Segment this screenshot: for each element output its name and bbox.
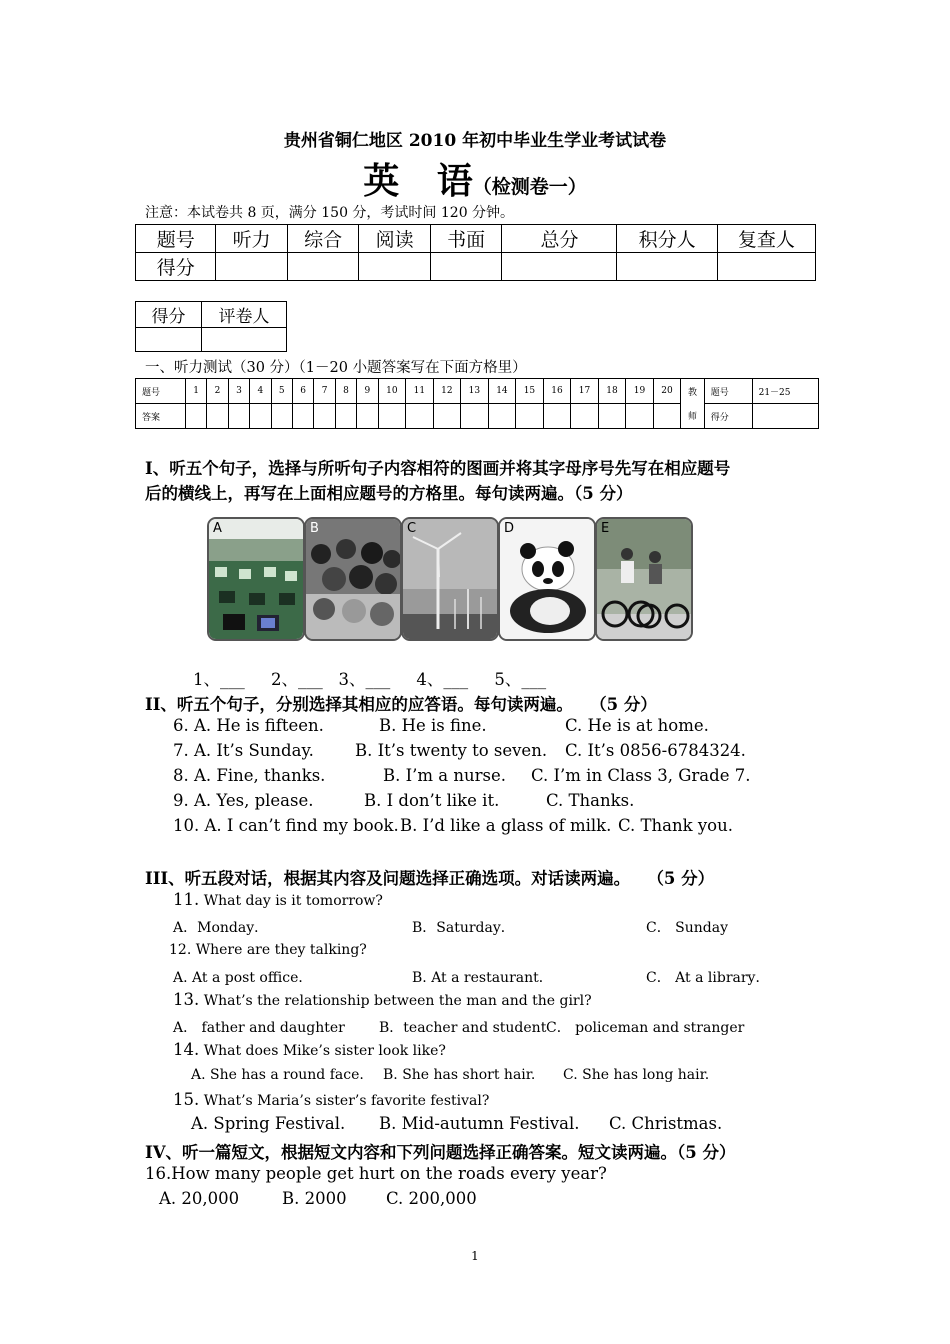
score-cell[interactable] bbox=[216, 253, 288, 281]
grid-number-cell: 14 bbox=[488, 379, 516, 404]
score-cell[interactable] bbox=[287, 253, 359, 281]
q15-number: 15. bbox=[173, 1090, 200, 1109]
grid-answer-cell[interactable] bbox=[357, 404, 378, 429]
question-11 bbox=[173, 890, 383, 909]
q16-option-a[interactable]: A. 20,000 bbox=[159, 1189, 240, 1208]
score-header-cell: 书面 bbox=[430, 225, 502, 253]
score-cell[interactable] bbox=[359, 253, 431, 281]
score-header-cell: 题号 bbox=[136, 225, 216, 253]
grid-answer-cell[interactable] bbox=[626, 404, 654, 429]
q16-option-c[interactable]: C. 200,000 bbox=[386, 1189, 477, 1208]
score-header-cell: 总分 bbox=[502, 225, 617, 253]
q9-option-b[interactable]: B. I don’t like it. bbox=[364, 791, 500, 810]
grid-answer-cell[interactable] bbox=[543, 404, 571, 429]
q8-option-a[interactable]: 8. A. Fine, thanks. bbox=[173, 766, 326, 785]
listening-section-title: 一、听力测试（30 分）（1－20 小题答案写在下面方格里） bbox=[145, 360, 527, 376]
grid-number-cell: 16 bbox=[543, 379, 571, 404]
score-header-cell: 听力 bbox=[216, 225, 288, 253]
grid-answer-cell[interactable] bbox=[292, 404, 313, 429]
q14-text: What does Mike’s sister look like? bbox=[199, 1043, 446, 1059]
grid-number-cell: 7 bbox=[314, 379, 335, 404]
q12-option-c[interactable]: C． At a library． bbox=[646, 970, 770, 986]
score-table bbox=[135, 224, 816, 281]
score-header-cell: 复查人 bbox=[717, 225, 815, 253]
q15-text: What’s Maria’s sister’s favorite festival? bbox=[199, 1093, 490, 1109]
grid-answer-cell[interactable] bbox=[488, 404, 516, 429]
grid-number-cell: 2 bbox=[207, 379, 228, 404]
q6-option-b[interactable]: B. He is fine. bbox=[379, 716, 487, 735]
grader-box bbox=[135, 301, 287, 352]
grid-range-label: 21－25 bbox=[752, 379, 818, 404]
grid-answer-cell[interactable] bbox=[314, 404, 335, 429]
section1-instruction-line: I、听五个句子，选择与所听句子内容相符的图画并将其字母序号先写在相应题号 bbox=[145, 459, 731, 478]
grid-answer-label: 答案 bbox=[136, 404, 186, 429]
q13-option-c[interactable]: C． policeman and stranger bbox=[546, 1020, 745, 1036]
picture-strip bbox=[207, 517, 695, 643]
grid-number-cell: 10 bbox=[378, 379, 406, 404]
grid-answer-cell[interactable] bbox=[335, 404, 356, 429]
grid-number-cell: 18 bbox=[598, 379, 626, 404]
grid-number-cell: 19 bbox=[626, 379, 654, 404]
grid-teacher-label: 师 bbox=[681, 404, 704, 429]
q7-option-b[interactable]: B. It’s twenty to seven. bbox=[355, 741, 548, 760]
q15-option-c[interactable]: C. Christmas. bbox=[609, 1114, 723, 1133]
q11-option-a[interactable]: A．Monday． bbox=[173, 920, 269, 936]
q7-option-a[interactable]: 7. A. It’s Sunday. bbox=[173, 741, 314, 760]
answer-grid bbox=[135, 378, 819, 429]
grid-teacher-label: 教 bbox=[681, 379, 704, 404]
grid-number-cell: 13 bbox=[461, 379, 489, 404]
computer-lab-picture bbox=[207, 517, 305, 641]
question-12: 12. Where are they talking? bbox=[169, 942, 367, 958]
grid-answer-cell[interactable] bbox=[433, 404, 461, 429]
grid-answer-cell[interactable] bbox=[250, 404, 271, 429]
grid-number-cell: 15 bbox=[516, 379, 544, 404]
q8-option-c[interactable]: C. I’m in Class 3, Grade 7. bbox=[531, 766, 751, 785]
q10-option-c[interactable]: C. Thank you. bbox=[618, 816, 733, 835]
picture-letter: A bbox=[213, 521, 222, 536]
grid-answer-cell[interactable] bbox=[516, 404, 544, 429]
section1-answer-blanks[interactable]: 1、___ 2、___ 3、___ 4、___ 5、___ bbox=[193, 670, 547, 689]
page-number: 1 bbox=[471, 1249, 479, 1263]
score-cell[interactable] bbox=[502, 253, 617, 281]
picture-letter: E bbox=[601, 521, 610, 536]
q11-option-c[interactable]: C． Sunday bbox=[646, 920, 729, 936]
picture-letter: C bbox=[407, 521, 417, 536]
q11-option-b[interactable]: B．Saturday． bbox=[412, 920, 515, 936]
grid-number-cell: 17 bbox=[571, 379, 599, 404]
q14-number: 14. bbox=[173, 1040, 200, 1059]
grader-score-label: 得分 bbox=[136, 302, 202, 328]
subject-subtitle: （检测卷一） bbox=[472, 176, 587, 198]
grid-answer-cell[interactable] bbox=[406, 404, 434, 429]
grid-answer-cell[interactable] bbox=[378, 404, 406, 429]
grid-number-cell: 6 bbox=[292, 379, 313, 404]
q10-option-b[interactable]: B. I’d like a glass of milk. bbox=[400, 816, 612, 835]
q12-option-a[interactable]: A. At a post office． bbox=[173, 970, 313, 986]
grid-question-label-2: 题号 bbox=[704, 379, 752, 404]
grid-answer-cell[interactable] bbox=[185, 404, 206, 429]
q6-option-a[interactable]: 6. A. He is fifteen. bbox=[173, 716, 324, 735]
grid-answer-cell[interactable] bbox=[228, 404, 249, 429]
grid-answer-cell[interactable] bbox=[461, 404, 489, 429]
q14-option-a[interactable]: A. She has a round face. bbox=[191, 1067, 364, 1083]
q14-option-b[interactable]: B. She has short hair. bbox=[383, 1067, 536, 1083]
picture-letter: D bbox=[504, 521, 515, 536]
q9-option-a[interactable]: 9. A. Yes, please. bbox=[173, 791, 314, 810]
q6-option-c[interactable]: C. He is at home. bbox=[565, 716, 709, 735]
q9-option-c[interactable]: C. Thanks. bbox=[546, 791, 635, 810]
grid-number-cell: 5 bbox=[271, 379, 292, 404]
grid-question-label: 题号 bbox=[136, 379, 186, 404]
exam-title: 贵州省铜仁地区 2010 年初中毕业生学业考试试卷 bbox=[283, 131, 667, 151]
grid-answer-cell[interactable] bbox=[653, 404, 681, 429]
section3-title: III、听五段对话，根据其内容及问题选择正确选项。对话读两遍。 （5 分） bbox=[145, 869, 715, 888]
answer-grid-answer-row bbox=[136, 404, 819, 429]
grid-number-cell: 1 bbox=[185, 379, 206, 404]
score-header-cell: 综合 bbox=[287, 225, 359, 253]
score-cell[interactable] bbox=[717, 253, 815, 281]
wind-turbines-picture bbox=[401, 517, 499, 641]
q16-option-b[interactable]: B. 2000 bbox=[282, 1189, 347, 1208]
section1-instruction-line: 后的横线上，再写在上面相应题号的方格里。每句读两遍。（5 分） bbox=[145, 484, 633, 503]
grid-number-cell: 3 bbox=[228, 379, 249, 404]
exam-notice: 注意：本试卷共 8 页，满分 150 分，考试时间 120 分钟。 bbox=[145, 205, 515, 221]
grid-number-cell: 4 bbox=[250, 379, 271, 404]
section1-instruction bbox=[145, 456, 730, 506]
q14-option-c[interactable]: C. She has long hair. bbox=[563, 1067, 710, 1083]
q7-option-c[interactable]: C. It’s 0856-6784324. bbox=[565, 741, 746, 760]
panda-picture bbox=[498, 517, 596, 641]
grid-score-label: 得分 bbox=[704, 404, 752, 429]
q10-option-a[interactable]: 10. A. I can’t find my book. bbox=[173, 816, 399, 835]
picture-letter: B bbox=[310, 521, 319, 536]
q8-option-b[interactable]: B. I’m a nurse. bbox=[383, 766, 506, 785]
section2-title: II、听五个句子，分别选择其相应的应答语。每句读两遍。 （5 分） bbox=[145, 695, 657, 714]
q15-option-a[interactable]: A. Spring Festival. bbox=[191, 1114, 346, 1133]
q13-option-a[interactable]: A． father and daughter bbox=[173, 1020, 345, 1036]
grid-number-cell: 9 bbox=[357, 379, 378, 404]
grader-score-cell[interactable] bbox=[136, 328, 202, 352]
grid-score-cell[interactable] bbox=[752, 404, 818, 429]
section4-title: IV、听一篇短文，根据短文内容和下列问题选择正确答案。短文读两遍。（5 分） bbox=[145, 1143, 736, 1162]
q13-option-b[interactable]: B．teacher and student bbox=[379, 1020, 547, 1036]
answer-grid-number-row bbox=[136, 379, 819, 404]
score-cell[interactable] bbox=[617, 253, 717, 281]
subject-title: 英 语 bbox=[363, 160, 473, 202]
q13-text: What’s the relationship between the man and the girl? bbox=[199, 993, 592, 1009]
crowd-picture bbox=[304, 517, 402, 641]
question-15 bbox=[173, 1090, 489, 1109]
q11-number: 11. bbox=[173, 890, 200, 909]
score-header-cell: 阅读 bbox=[359, 225, 431, 253]
score-row-label: 得分 bbox=[136, 253, 216, 281]
score-cell[interactable] bbox=[430, 253, 502, 281]
score-header-cell: 积分人 bbox=[617, 225, 717, 253]
grid-number-cell: 12 bbox=[433, 379, 461, 404]
grid-answer-cell[interactable] bbox=[598, 404, 626, 429]
question-16: 16.How many people get hurt on the roads every year? bbox=[145, 1164, 607, 1183]
q15-option-b[interactable]: B. Mid-autumn Festival. bbox=[379, 1114, 580, 1133]
grid-number-cell: 8 bbox=[335, 379, 356, 404]
score-table-header-row bbox=[136, 225, 816, 253]
score-table-score-row bbox=[136, 253, 816, 281]
grid-answer-cell[interactable] bbox=[571, 404, 599, 429]
grid-number-cell: 20 bbox=[653, 379, 681, 404]
grid-answer-cell[interactable] bbox=[207, 404, 228, 429]
question-13 bbox=[173, 990, 592, 1009]
cyclists-picture bbox=[595, 517, 693, 641]
subject-heading bbox=[0, 153, 950, 204]
grader-name-label: 评卷人 bbox=[202, 302, 287, 328]
q12-option-b[interactable]: B. At a restaurant． bbox=[412, 970, 553, 986]
question-14 bbox=[173, 1040, 446, 1059]
q11-text: What day is it tomorrow? bbox=[199, 893, 383, 909]
grid-number-cell: 11 bbox=[406, 379, 434, 404]
grid-answer-cell[interactable] bbox=[271, 404, 292, 429]
q13-number: 13. bbox=[173, 990, 200, 1009]
grader-name-cell[interactable] bbox=[202, 328, 287, 352]
